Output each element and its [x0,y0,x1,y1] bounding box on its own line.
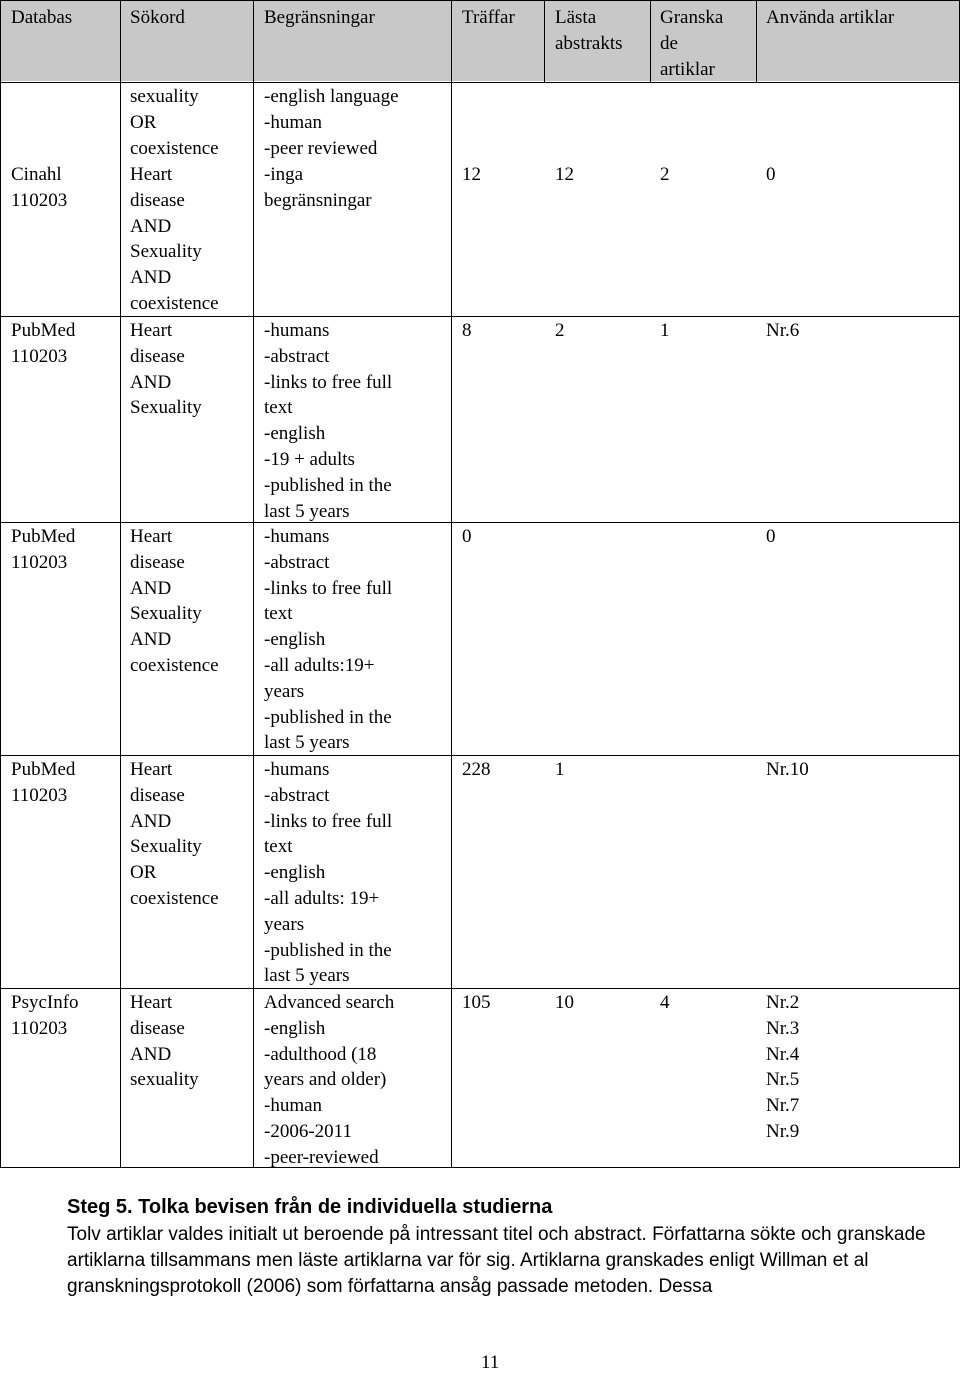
row-1-sokord: Heart disease AND Sexuality AND coexistence [130,164,219,314]
column-divider [544,0,545,82]
header-lasta-abstrakts: Lästa abstrakts [555,7,623,54]
row-4-sokord: Heart disease AND Sexuality OR coexistence [130,759,219,909]
row-5-lasta: 10 [555,992,574,1013]
row-1-granska: 2 [660,164,670,185]
row-5-begransningar: Advanced search -english -adulthood (18 years and older) -human -2006-2011 -peer-reviewed [264,992,395,1168]
row-5-granska: 4 [660,992,670,1013]
row-2-traffar: 8 [462,320,472,341]
row-divider [0,755,960,756]
row-4-traffar: 228 [462,759,491,780]
row-3-anvanda: 0 [766,526,776,547]
row-1-lasta: 12 [555,164,574,185]
column-divider [451,0,452,1168]
row-4-lasta: 1 [555,759,565,780]
row-4-databas: PubMed 110203 [11,759,76,806]
row-2-lasta: 2 [555,320,565,341]
column-divider [120,0,121,1168]
table-border-bottom [0,1167,960,1168]
column-divider [253,0,254,1168]
row-5-sokord: Heart disease AND sexuality [130,992,199,1091]
table-border-top [0,0,960,1]
header-databas: Databas [11,7,73,28]
column-divider [650,0,651,82]
row-5-traffar: 105 [462,992,491,1013]
header-traffar: Träffar [462,7,515,28]
row-1-anvanda: 0 [766,164,776,185]
row-5-databas: PsycInfo 110203 [11,992,79,1039]
row-1-databas: Cinahl 110203 [11,164,68,211]
row-divider [0,82,960,83]
row-4-begransningar: -humans -abstract -links to free full text -english -all adults: 19+ years -published in the last 5 years [264,759,393,987]
header-anvanda-artiklar: Använda artiklar [766,7,895,28]
row-3-databas: PubMed 110203 [11,526,76,573]
row-1-sokord-continued: sexuality OR coexistence [130,86,219,159]
row-4-anvanda: Nr.10 [766,759,809,780]
column-divider [756,0,757,82]
header-sokord: Sökord [130,7,185,28]
row-divider [0,522,960,523]
row-2-granska: 1 [660,320,670,341]
header-granska-artiklar: Granska de artiklar [660,7,724,80]
section-title: Steg 5. Tolka bevisen från de individuella studierna [67,1196,553,1218]
row-2-begransningar: -humans -abstract -links to free full text -english -19 + adults -published in the last 5 years [264,320,393,522]
page-number: 11 [481,1352,500,1373]
row-1-begransningar: -inga begränsningar [264,164,372,211]
row-3-sokord: Heart disease AND Sexuality AND coexistence [130,526,219,676]
row-2-anvanda: Nr.6 [766,320,800,341]
row-5-anvanda: Nr.2 Nr.3 Nr.4 Nr.5 Nr.7 Nr.9 [766,992,800,1142]
row-1-traffar: 12 [462,164,481,185]
row-3-begransningar: -humans -abstract -links to free full text -english -all adults:19+ years -published in the last 5 years [264,526,393,754]
row-2-sokord: Heart disease AND Sexuality [130,320,202,419]
row-divider [0,988,960,989]
header-begransningar: Begränsningar [264,7,375,28]
table-border-left [0,0,1,1168]
row-1-begransningar-continued: -english language -human -peer reviewed [264,86,399,159]
row-3-traffar: 0 [462,526,472,547]
row-2-databas: PubMed 110203 [11,320,76,367]
section-body: Tolv artiklar valdes initialt ut beroende på intressant titel och abstract. Författarna sökte och granskade artiklarna tillsammans men läste artiklarna var för sig. Artiklarna granskades enligt Willman et al granskningsprotokoll (2006) som författarna ansåg passade metoden. Dessa [67,1224,926,1297]
